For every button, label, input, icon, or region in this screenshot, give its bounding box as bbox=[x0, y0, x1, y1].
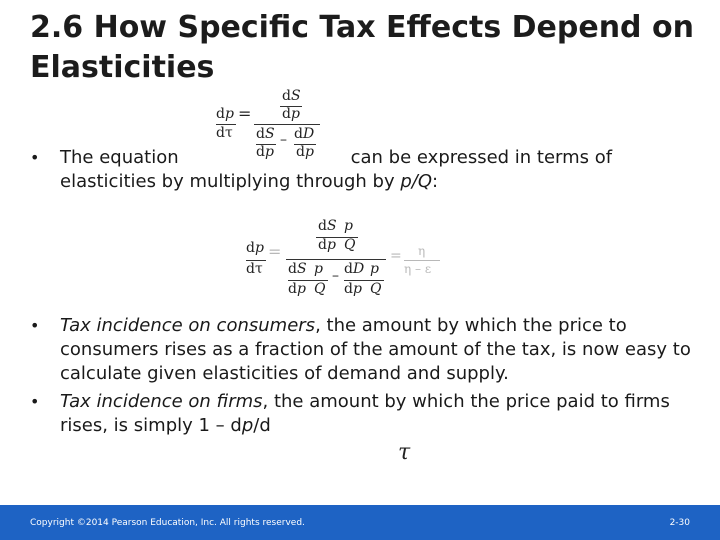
eq1-rhs-numerator-top: dS bbox=[282, 88, 301, 104]
bullet-marker: • bbox=[30, 316, 40, 335]
bullet1-prefix: The equation bbox=[60, 147, 179, 168]
eq1-lhs-denominator: dτ bbox=[216, 125, 233, 141]
bullet3-term: Tax incidence on firms bbox=[60, 391, 263, 412]
bullet-equation-intro bbox=[30, 146, 700, 194]
eq2-eta: η bbox=[418, 244, 426, 258]
eq2-main-bar bbox=[286, 259, 386, 260]
bullet1-var: p/Q bbox=[400, 171, 433, 192]
eq2-num-ds: dS bbox=[318, 218, 337, 234]
bullet2-term: Tax incidence on consumers bbox=[60, 315, 316, 336]
footer-bar bbox=[0, 505, 720, 540]
eq1-den-b-bottom: dp bbox=[296, 144, 314, 160]
tau-symbol: τ bbox=[398, 440, 411, 465]
eq1-den-a-bottom: dp bbox=[256, 144, 274, 160]
bullet-marker: • bbox=[30, 392, 40, 411]
eq1-lhs-numerator: dp bbox=[216, 106, 234, 122]
equation-elasticity-form bbox=[244, 218, 444, 303]
bullet-text bbox=[30, 314, 700, 386]
eq2-num-dp: dp bbox=[318, 237, 336, 253]
eq2-den-p2: p bbox=[370, 261, 379, 277]
eq2-den-dd: dD bbox=[344, 261, 365, 277]
eq2-den-ds: dS bbox=[288, 261, 307, 277]
eq1-den-b-top: dD bbox=[294, 126, 315, 142]
eq1-main-bar bbox=[254, 124, 320, 125]
eq2-lhs-numerator: dp bbox=[246, 240, 264, 256]
eq2-minus: – bbox=[332, 268, 339, 284]
bullet3-text: , the amount by which the price paid to firms rises, is simply 1 – d bbox=[60, 391, 670, 436]
bullet-marker: • bbox=[30, 148, 40, 167]
bullet-text bbox=[30, 390, 700, 438]
footer-copyright: Copyright ©2014 Pearson Education, Inc. All rights reserved. bbox=[30, 518, 305, 528]
bullet1-end: : bbox=[432, 171, 439, 192]
eq2-num-q: Q bbox=[344, 237, 356, 253]
eq1-equals: = bbox=[238, 104, 252, 123]
footer-page-number: 2-30 bbox=[669, 518, 690, 528]
bullet-text bbox=[30, 146, 700, 194]
bullet-firm-incidence bbox=[30, 390, 700, 438]
bullet1-line2: elasticities by multiplying through by bbox=[60, 171, 395, 192]
eq2-eta-bar bbox=[404, 260, 440, 261]
bullet2-text: , the amount by which the price to consumers rises as a fraction of the amount of the tax, is now easy to calculate given elasticities of demand and supply. bbox=[60, 315, 691, 384]
eq2-den-dp1: dp bbox=[288, 281, 306, 297]
bullet3-var: p bbox=[241, 415, 254, 436]
eq1-den-a-top: dS bbox=[256, 126, 275, 142]
bullet-consumer-incidence bbox=[30, 314, 700, 386]
slide-title: 2.6 How Specific Tax Effects Depend on Elasticities bbox=[30, 10, 694, 85]
eq2-eta-den: η – ε bbox=[404, 262, 432, 276]
eq1-minus: – bbox=[280, 132, 287, 148]
eq2-num-p: p bbox=[344, 218, 353, 234]
bullet3-slash: /d bbox=[253, 415, 271, 436]
bullet1-suffix: can be expressed in terms of bbox=[350, 147, 613, 168]
eq2-den-q2: Q bbox=[370, 281, 382, 297]
eq2-den-q1: Q bbox=[314, 281, 326, 297]
eq2-equals-2: = bbox=[390, 248, 402, 264]
eq2-equals: = bbox=[268, 242, 282, 261]
eq2-den-p1: p bbox=[314, 261, 323, 277]
eq2-den-dp2: dp bbox=[344, 281, 362, 297]
eq1-rhs-numerator-bottom: dp bbox=[282, 106, 300, 122]
eq2-lhs-denominator: dτ bbox=[246, 261, 263, 277]
